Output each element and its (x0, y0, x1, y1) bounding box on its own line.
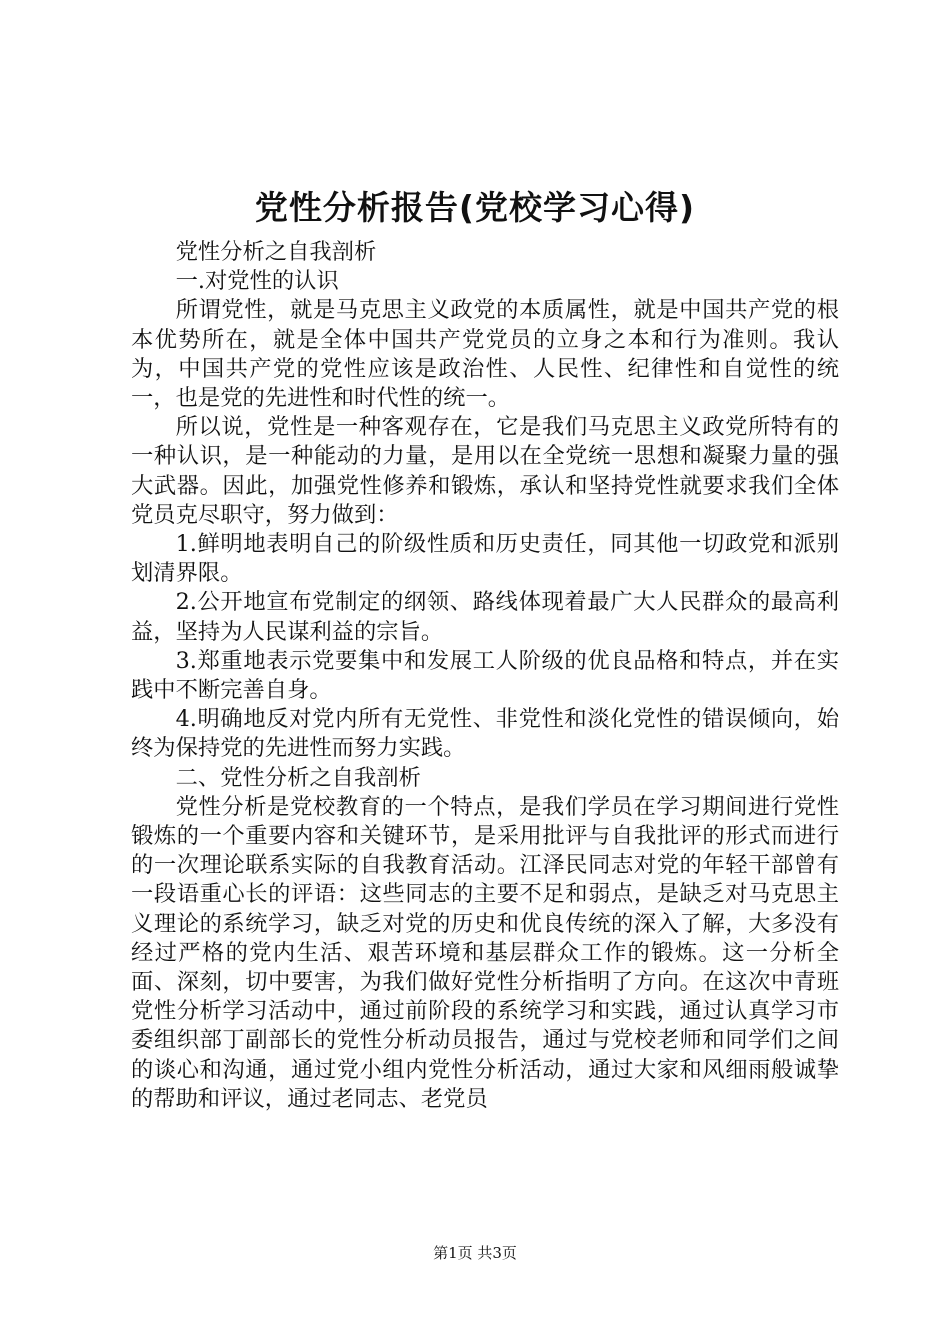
paragraph: 所谓党性，就是马克思主义政党的本质属性，就是中国共产党的根本优势所在，就是全体中国共产党党员的立身之本和行为准则。我认为，中国共产党的党性应该是政治性、人民性、纪律性和自觉性的统一，也是党的先进性和时代性的统一。 (131, 297, 839, 412)
section-heading-2: 二、党性分析之自我剖析 (175, 764, 421, 791)
paragraph-subtitle: 党性分析之自我剖析 (175, 239, 377, 265)
list-item: 2.公开地宣布党制定的纲领、路线体现着最广大人民群众的最高利益，坚持为人民谋利益的宗旨。 (131, 589, 839, 645)
list-item: 3.郑重地表示党要集中和发展工人阶级的优良品格和特点，并在实践中不断完善自身。 (131, 647, 839, 704)
list-item: 4.明确地反对党内所有无党性、非党性和淡化党性的错误倾向，始终为保持党的先进性而努力实践。 (131, 706, 839, 762)
section-heading-1: 一.对党性的认识 (175, 268, 339, 295)
document-body (131, 238, 839, 1114)
list-item: 1.鲜明地表明自己的阶级性质和历史责任，同其他一切政党和派别划清界限。 (131, 531, 839, 587)
page-footer: 第1页 共3页 (433, 1244, 517, 1262)
document-title: 党性分析报告(党校学习心得) (254, 188, 696, 227)
paragraph: 党性分析是党校教育的一个特点，是我们学员在学习期间进行党性锻炼的一个重要内容和关键环节，是采用批评与自我批评的形式而进行的一次理论联系实际的自我教育活动。江泽民同志对党的年轻干部曾有一段语重心长的评语：这些同志的主要不足和弱点，是缺乏对马克思主义理论的系统学习，缺乏对党的历史和优良传统的深入了解，大多没有经过严格的党内生活、艰苦环境和基层群众工作的锻炼。这一分析全面、深刻，切中要害，为我们做好党性分析指明了方向。在这次中青班党性分析学习活动中，通过前阶段的系统学习和实践，通过认真学习市委组织部丁副部长的党性分析动员报告，通过与党校老师和同学们之间的谈心和沟通，通过党小组内党性分析活动，通过大家和风细雨般诚挚的帮助和评议，通过老同志、老党员 (131, 793, 839, 1112)
paragraph: 所以说，党性是一种客观存在，它是我们马克思主义政党所特有的一种认识，是一种能动的力量，是用以在全党统一思想和凝聚力量的强大武器。因此，加强党性修养和锻炼，承认和坚持党性就要求我们全体党员克尽职守，努力做到： (131, 414, 839, 528)
